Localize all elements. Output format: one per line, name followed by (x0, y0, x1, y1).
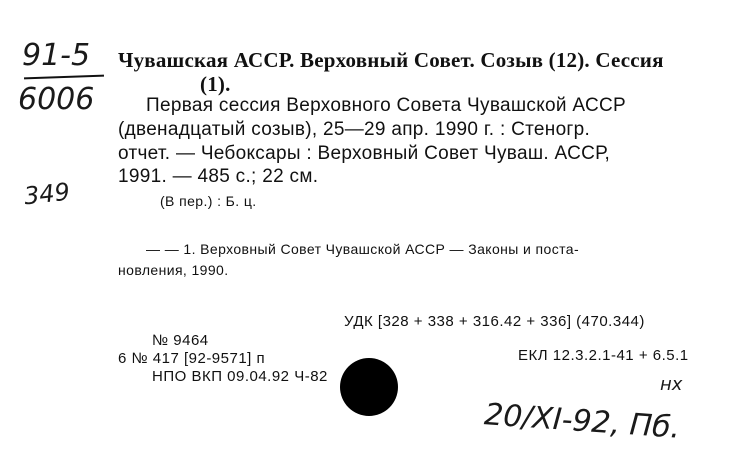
shelf-mark-top: 91-5 (22, 38, 91, 73)
subject-entry-cont: новления, 1990. (118, 262, 229, 278)
handwritten-small-mark: нх (660, 374, 683, 395)
card-number: № 9464 (152, 332, 209, 349)
side-handwritten-mark: 349 (22, 177, 72, 211)
subject-entry: — — 1. Верховный Совет Чувашской АССР — Законы и поста- (146, 241, 580, 257)
record-heading-cont: (1). (200, 72, 231, 96)
shelf-mark-divider (24, 75, 104, 80)
udk-classification: УДК [328 + 338 + 316.42 + 336] (470.344) (344, 313, 645, 330)
record-body-line: отчет. — Чебоксары : Верховный Совет Чуваш. АССР, (118, 143, 611, 164)
record-body-line: 1991. — 485 с.; 22 см. (118, 166, 319, 187)
record-body-line: (двенадцатый созыв), 25—29 апр. 1990 г. : Стеногр. (118, 119, 591, 140)
record-body-line: Первая сессия Верховного Совета Чувашской АССР (146, 95, 626, 116)
binding-price: (В пер.) : Б. ц. (160, 193, 257, 209)
handwritten-date: 20/XI-92, Пб. (483, 397, 682, 446)
order-number: 6 № 417 [92-9571] п (118, 350, 266, 367)
record-heading: Чувашская АССР. Верховный Совет. Созыв (12). Сессия (118, 48, 664, 72)
ekl-classification: ЕКЛ 12.3.2.1-41 + 6.5.1 (518, 347, 689, 364)
printer-imprint: НПО ВКП 09.04.92 Ч-82 (152, 368, 328, 385)
punch-hole (340, 358, 398, 416)
shelf-mark-bottom: 6006 (18, 82, 95, 117)
